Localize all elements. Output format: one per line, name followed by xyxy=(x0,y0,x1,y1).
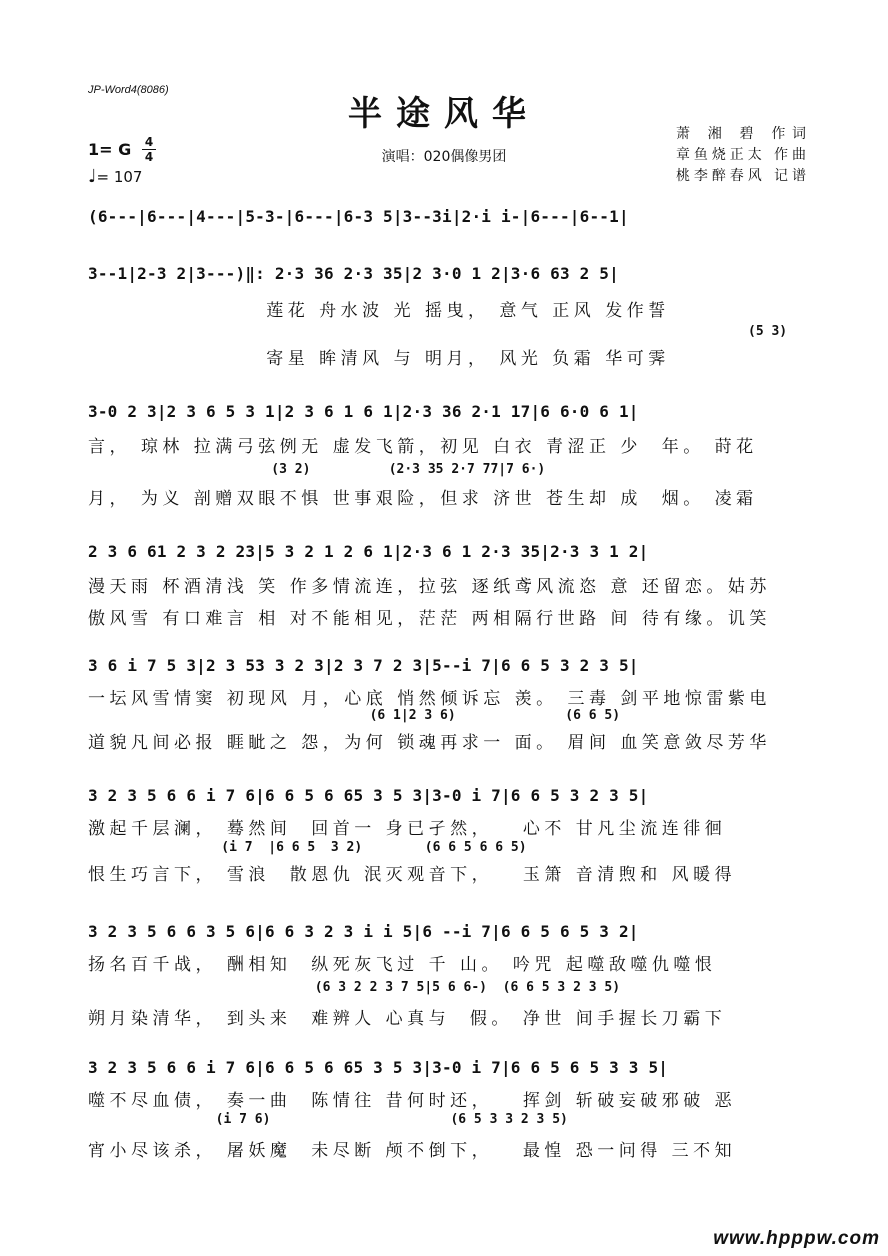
lyricist: 萧 湘 碧 作词 xyxy=(676,126,806,142)
site-watermark: www.hpppw.com xyxy=(713,1228,880,1249)
lyric-row-8-verse-2: 宵小尽该杀， 屠妖魔 未尽断 颅不倒下， 最惶 恐一问得 三不知 xyxy=(88,1141,737,1161)
alt-notation-row-7: (6 3 2 2 3 7 5|5 6 6-) (6 6 5 3 2 3 5) xyxy=(260,980,621,995)
lyric-row-4-verse-2: 傲风雪 有口难言 相 对不能相见，茫茫 两相隔行世路 间 待有缘。讥笑 xyxy=(88,609,771,629)
alt-notation-row-5: (6 1|2 3 6) (6 6 5) xyxy=(260,708,621,723)
song-title: 半途风华 xyxy=(348,94,540,134)
notation-row-7: 3 2 3 5 6 6 3 5 6|6 6 3 2 3 i i 5|6 --i 7|6 6 5 6 5 3 2| xyxy=(88,922,639,941)
lyric-row-5-verse-1: 一坛风雪情窦 初现风 月，心底 悄然倾诉忘 羡。 三毒 剑平地惊雷紫电 xyxy=(88,689,771,709)
transcriber: 桃李醉春风 记谱 xyxy=(676,168,806,184)
lyric-row-2-verse-2: 寄星 眸清风 与 明月， 风光 负霜 华可霁 xyxy=(88,349,670,369)
composer: 章鱼烧正太 作曲 xyxy=(676,147,806,163)
notation-row-8: 3 2 3 5 6 6 i 7 6|6 6 5 6 65 3 5 3|3-0 i 7|6 6 5 6 5 3 3 5| xyxy=(88,1058,669,1077)
alt-notation-row-6: (i 7 |6 6 5 3 2) (6 6 5 6 6 5) xyxy=(190,840,527,855)
meter-bottom: 4 xyxy=(144,150,154,164)
notation-row-4: 2 3 6 61 2 3 2 23|5 3 2 1 2 6 1|2·3 6 1 2·3 35|2·3 3 1 2| xyxy=(88,542,649,561)
alt-notation-row-2: (5 3) xyxy=(748,324,788,339)
tempo-value: = 107 xyxy=(96,168,143,186)
notation-row-5: 3 6 i 7 5 3|2 3 53 3 2 3|2 3 7 2 3|5--i 7|6 6 5 3 2 3 5| xyxy=(88,656,639,675)
software-label: JP-Word4(8086) xyxy=(88,84,169,96)
lyric-row-3-verse-1: 言， 琼林 拉满弓弦例无 虚发飞箭，初见 白衣 青涩正 少 年。 莳花 xyxy=(88,437,758,457)
notation-row-6: 3 2 3 5 6 6 i 7 6|6 6 5 6 65 3 5 3|3-0 i 7|6 6 5 3 2 3 5| xyxy=(88,786,649,805)
lyric-row-5-verse-2: 道貌凡间必报 睚眦之 怨，为何 锁魂再求一 面。 眉间 血笑意敛尽芳华 xyxy=(88,733,771,753)
lyric-row-7-verse-2: 朔月染清华， 到头来 难辨人 心真与 假。 净世 间手握长刀霸下 xyxy=(88,1009,727,1029)
notation-row-1: (6---|6---|4---|5-3-|6---|6-3 5|3--3i|2·i i-|6---|6--1| xyxy=(88,207,629,226)
lyric-row-6-verse-2: 恨生巧言下， 雪浪 散恩仇 泯灭观音下， 玉箫 音清煦和 风暖得 xyxy=(88,865,737,885)
alt-notation-row-3: (3 2) (2·3 35 2·7 77|7 6·) xyxy=(240,462,546,477)
lyric-row-3-verse-2: 月， 为义 剖赠双眼不惧 世事艰险，但求 济世 苍生却 成 烟。 凌霜 xyxy=(88,489,758,509)
alt-notation-row-8: (i 7 6) (6 5 3 3 2 3 5) xyxy=(200,1112,568,1127)
lyric-row-8-verse-1: 噬不尽血债， 奏一曲 陈情往 昔何时还， 挥剑 斩破妄破邪破 恶 xyxy=(88,1091,737,1111)
tempo-marking xyxy=(88,166,142,187)
key-signature: 1= G xyxy=(88,140,132,159)
lyric-row-7-verse-1: 扬名百千战， 酬相知 纵死灰飞过 千 山。 吟咒 起噬敌噬仇噬恨 xyxy=(88,955,717,975)
lyric-row-4-verse-1: 漫天雨 杯酒清浅 笑 作多情流连，拉弦 逐纸鸢风流恣 意 还留恋。姑苏 xyxy=(88,577,771,597)
lyric-row-2-verse-1: 莲花 舟水波 光 摇曳， 意气 正风 发作誓 xyxy=(88,301,670,321)
quarter-note-icon: ♩ xyxy=(88,166,97,187)
singer-line: 演唱：020偶像男团 xyxy=(381,149,507,165)
meter-top: 4 xyxy=(144,135,154,149)
lyric-row-6-verse-1: 激起千层澜， 蓦然间 回首一 身已孑然， 心不 甘凡尘流连徘徊 xyxy=(88,819,727,839)
notation-row-3: 3-0 2 3|2 3 6 5 3 1|2 3 6 1 6 1|2·3 36 2·1 17|6 6·0 6 1| xyxy=(88,402,639,421)
time-signature xyxy=(142,136,156,163)
credits xyxy=(676,124,806,187)
notation-row-2: 3--1|2-3 2|3---)‖: 2·3 36 2·3 35|2 3·0 1 2|3·6 63 2 5| xyxy=(88,264,619,283)
